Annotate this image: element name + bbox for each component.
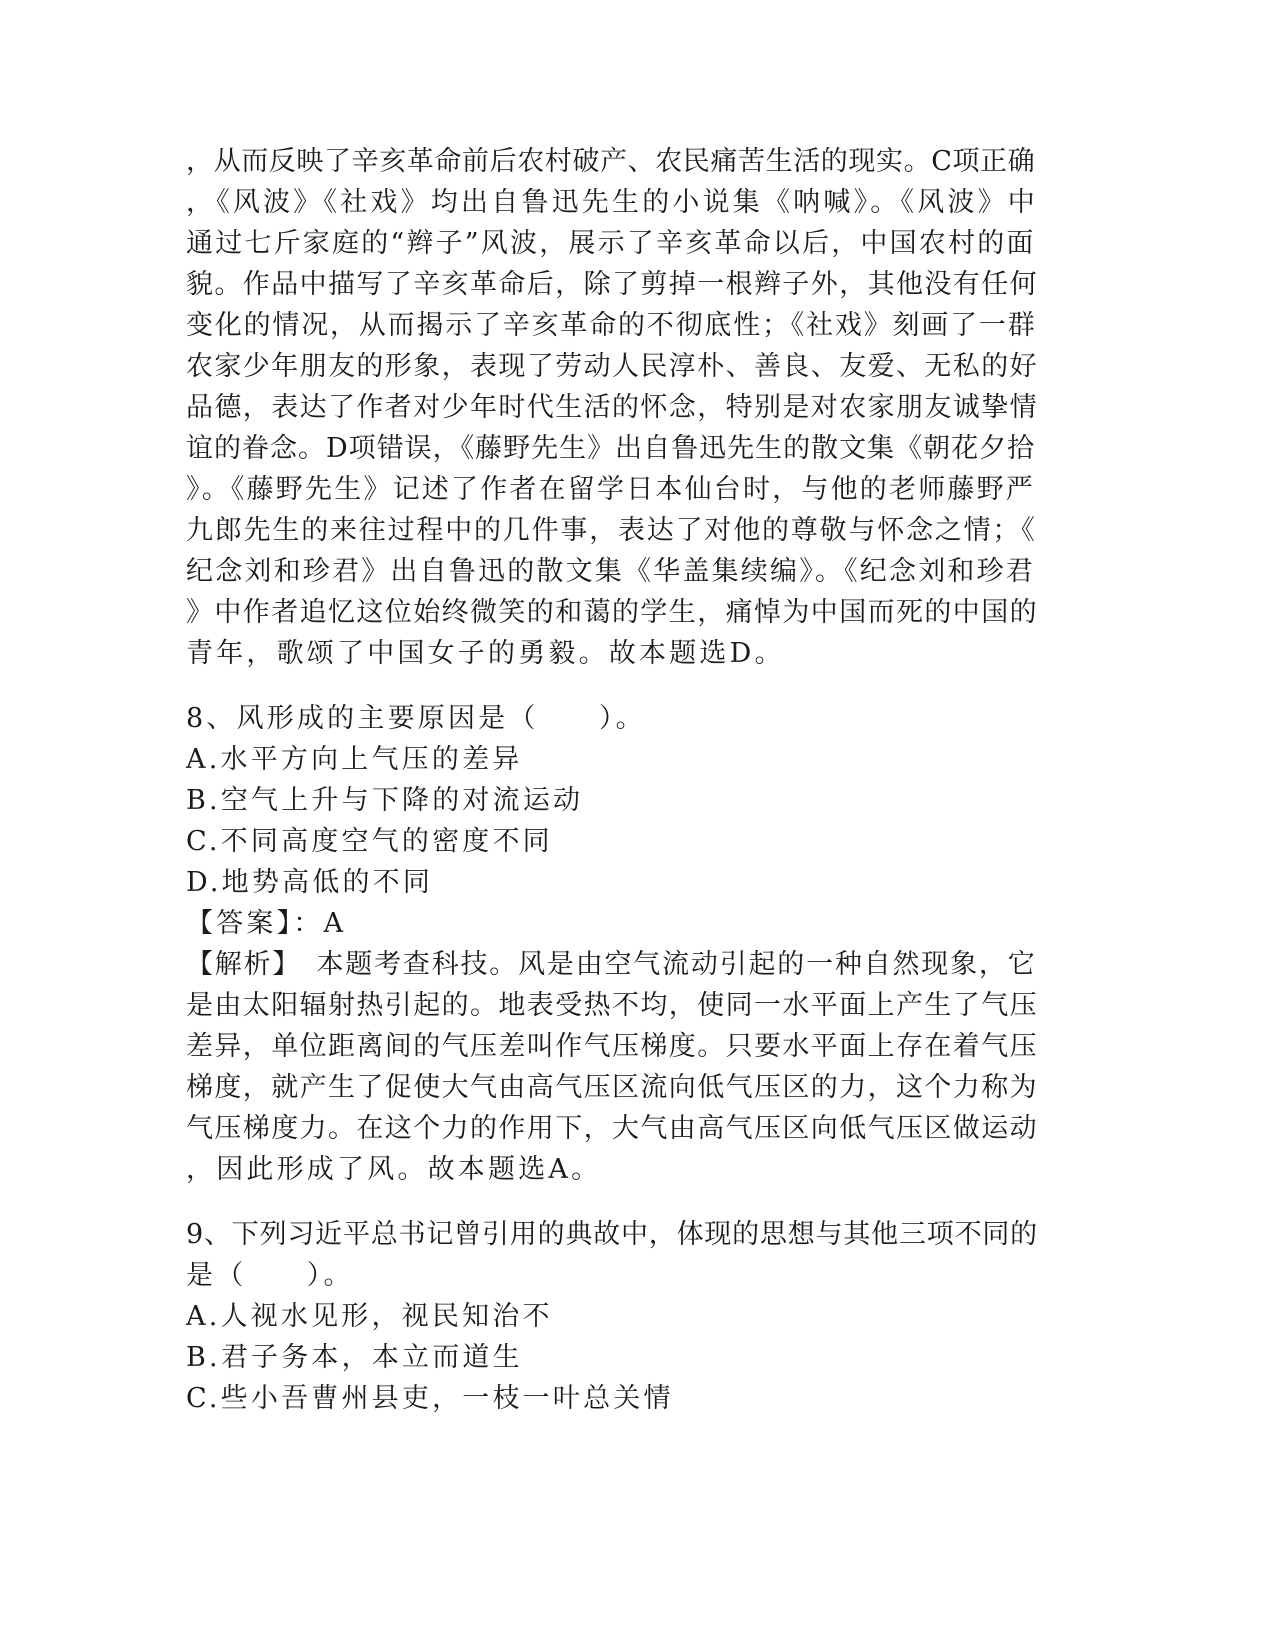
explanation-line: 》中作者追忆这位始终微笑的和蔼的学生，痛悼为中国而死的中国的 bbox=[186, 597, 1038, 628]
explanation-line: 变化的情况，从而揭示了辛亥革命的不彻底性；《社戏》刻画了一群 bbox=[186, 310, 1037, 341]
explanation-line: 品德，表达了作者对少年时代生活的怀念，特别是对农家朋友诚挚情 bbox=[186, 392, 1038, 423]
explanation-line: 农家少年朋友的形象，表现了劳动人民淳朴、善良、友爱、无私的好 bbox=[186, 351, 1038, 382]
question-8-option-d: D.地势高低的不同 bbox=[186, 867, 434, 898]
question-9-option-c: C.些小吾曹州县吏，一枝一叶总关情 bbox=[186, 1383, 674, 1414]
question-8-answer: 【答案】：A bbox=[186, 908, 347, 939]
question-9-option-a: A.人视水见形，视民知治不 bbox=[186, 1301, 553, 1332]
question-9-stem: 9、下列习近平总书记曾引用的典故中，体现的思想与其他三项不同的 bbox=[186, 1219, 1038, 1250]
question-8-analysis-line: 是由太阳辐射热引起的。地表受热不均，使同一水平面上产生了气压 bbox=[186, 990, 1038, 1021]
explanation-line: 谊的眷念。D项错误，《藤野先生》出自鲁迅先生的散文集《朝花夕拾 bbox=[186, 433, 1036, 464]
question-9-stem: 是（ ）。 bbox=[186, 1260, 354, 1291]
question-8-analysis-line: 梯度，就产生了促使大气由高气压区流向低气压区的力，这个力称为 bbox=[186, 1072, 1038, 1103]
question-8-analysis-line: 差异，单位距离间的气压差叫作气压梯度。只要水平面上存在着气压 bbox=[186, 1031, 1038, 1062]
explanation-line: ，从而反映了辛亥革命前后农村破产、农民痛苦生活的现实。C项正确 bbox=[186, 146, 1036, 177]
explanation-line: ，《风波》《社戏》均出自鲁迅先生的小说集《呐喊》。《风波》中 bbox=[186, 187, 1038, 218]
explanation-line: 纪念刘和珍君》出自鲁迅的散文集《华盖集续编》。《纪念刘和珍君 bbox=[186, 556, 1035, 587]
explanation-line: 九郎先生的来往过程中的几件事，表达了对他的尊敬与怀念之情；《 bbox=[186, 515, 1037, 546]
question-8-option-b: B.空气上升与下降的对流运动 bbox=[186, 785, 584, 816]
question-8-analysis-line: 气压梯度力。在这个力的作用下，大气由高气压区向低气压区做运动 bbox=[186, 1113, 1038, 1144]
question-8-stem: 8、风形成的主要原因是（ ）。 bbox=[186, 703, 646, 734]
question-8-analysis-line: ，因此形成了风。故本题选A。 bbox=[186, 1154, 602, 1185]
explanation-line: 貌。作品中描写了辛亥革命后，除了剪掉一根辫子外，其他没有任何 bbox=[186, 269, 1038, 300]
question-8-analysis-line: 【解析】 本题考查科技。风是由空气流动引起的一种自然现象，它 bbox=[186, 949, 1037, 980]
explanation-line: 青年，歌颂了中国女子的勇毅。故本题选D。 bbox=[186, 638, 785, 669]
explanation-line: 》。《藤野先生》记述了作者在留学日本仙台时，与他的老师藤野严 bbox=[186, 474, 1035, 505]
question-8-option-c: C.不同高度空气的密度不同 bbox=[186, 826, 553, 857]
question-9-option-b: B.君子务本，本立而道生 bbox=[186, 1342, 523, 1373]
question-8-option-a: A.水平方向上气压的差异 bbox=[186, 744, 523, 775]
explanation-line: 通过七斤家庭的“辫子”风波，展示了辛亥革命以后，中国农村的面 bbox=[186, 228, 1036, 259]
